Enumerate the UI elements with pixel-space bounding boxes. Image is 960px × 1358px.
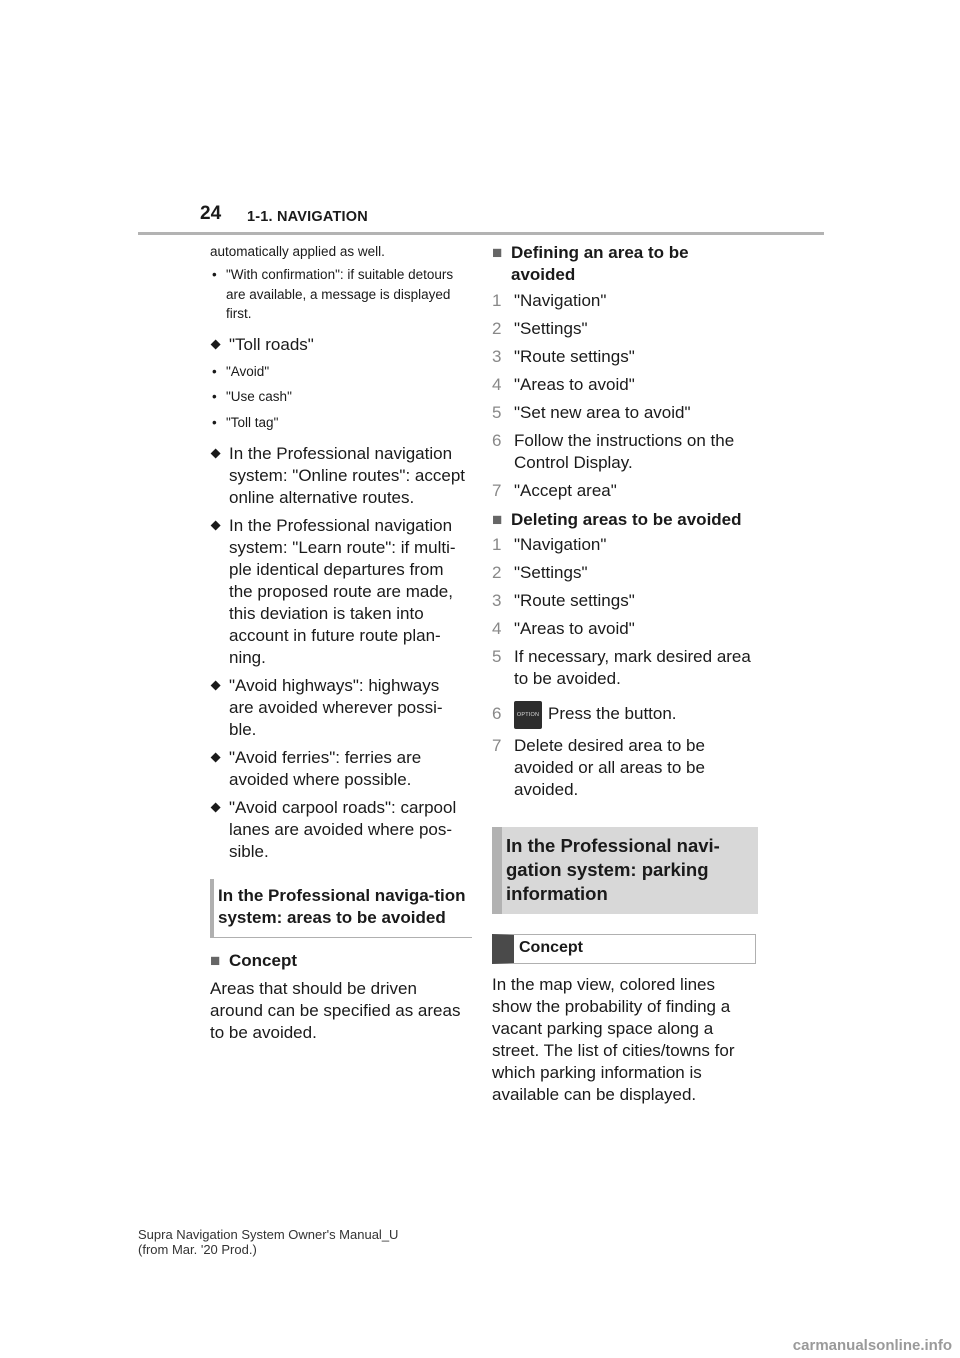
delete-step bbox=[492, 534, 752, 556]
concept-heading-text: Concept bbox=[229, 951, 297, 970]
page-number: 24 bbox=[200, 203, 222, 224]
right-column bbox=[492, 242, 752, 1106]
define-step bbox=[492, 290, 752, 312]
step-number: 3 bbox=[492, 347, 502, 366]
square-bullet-icon: ■ bbox=[492, 510, 503, 529]
define-step bbox=[492, 374, 752, 396]
step-text: "Route settings" bbox=[514, 591, 635, 610]
concept-box: Concept bbox=[492, 934, 756, 964]
step-text: "Navigation" bbox=[514, 291, 607, 310]
step-text: "Accept area" bbox=[514, 481, 617, 500]
toll-roads-text: "Toll roads" bbox=[229, 334, 314, 354]
delete-step-option bbox=[492, 699, 752, 729]
define-step bbox=[492, 346, 752, 368]
delete-area-heading-text: Deleting areas to be avoided bbox=[511, 510, 742, 529]
step-number: 6 bbox=[492, 704, 502, 723]
bullet-icon: ⯁ bbox=[210, 446, 222, 462]
delete-step bbox=[492, 562, 752, 584]
define-step bbox=[492, 318, 752, 340]
delete-area-heading bbox=[492, 509, 752, 531]
delete-step bbox=[492, 735, 752, 801]
concept-heading bbox=[210, 950, 468, 972]
define-step bbox=[492, 430, 752, 474]
bullet-icon: ⯁ bbox=[210, 518, 222, 534]
parking-text: In the map view, colored lines show the probability of finding a vacant parking space along a street. The list of cities/towns for which parking information is available can be displayed. bbox=[492, 975, 735, 1104]
step-text: "Areas to avoid" bbox=[514, 619, 635, 638]
step-number: 4 bbox=[492, 619, 502, 638]
bullet-text: "Avoid ferries": ferries are avoided where possible. bbox=[229, 748, 422, 789]
bullet-avoid-ferries bbox=[210, 747, 468, 791]
section-title: 1-1. NAVIGATION bbox=[247, 209, 368, 225]
step-text: "Navigation" bbox=[514, 535, 607, 554]
step-text: If necessary, mark desired area to be avoided. bbox=[514, 647, 751, 688]
bullet-avoid-highways bbox=[210, 675, 468, 741]
left-column bbox=[210, 242, 468, 1044]
intro-text: automatically applied as well. bbox=[210, 244, 385, 259]
step-number: 2 bbox=[492, 563, 502, 582]
square-bullet-icon: ■ bbox=[492, 243, 503, 262]
footer-line: Supra Navigation System Owner's Manual_U bbox=[138, 1227, 399, 1242]
bullet-avoid-carpool bbox=[210, 797, 468, 863]
step-number: 7 bbox=[492, 736, 502, 755]
delete-step bbox=[492, 646, 752, 690]
step-text: Follow the instructions on the Control Display. bbox=[514, 431, 735, 472]
step-number: 6 bbox=[492, 431, 502, 450]
parking-info-heading-box: In the Professional navi-gation system: parking information bbox=[492, 827, 758, 914]
confirm-sub-item: • "With confirmation": if suitable detours are available, a message is displayed first. bbox=[210, 265, 468, 324]
bullet-online-routes bbox=[210, 443, 468, 509]
bullet-icon: ⯁ bbox=[210, 750, 222, 766]
toll-option: • "Avoid" bbox=[210, 362, 468, 382]
step-text: "Settings" bbox=[514, 319, 588, 338]
define-area-heading bbox=[492, 242, 752, 286]
footer bbox=[138, 1227, 398, 1257]
bullet-icon: ⯁ bbox=[210, 678, 222, 694]
step-number: 1 bbox=[492, 291, 502, 310]
step-number: 4 bbox=[492, 375, 502, 394]
watermark: carmanualsonline.info bbox=[792, 1337, 952, 1354]
step-number: 2 bbox=[492, 319, 502, 338]
bullet-text: In the Professional navigation system: "Online routes": accept online alternative routes. bbox=[229, 444, 465, 507]
step-text: "Areas to avoid" bbox=[514, 375, 635, 394]
square-bullet-icon: ■ bbox=[210, 951, 221, 970]
delete-step bbox=[492, 590, 752, 612]
step-text: "Set new area to avoid" bbox=[514, 403, 691, 422]
delete-step bbox=[492, 618, 752, 640]
toll-option: • "Use cash" bbox=[210, 387, 468, 407]
define-area-heading-text: Defining an area to be avoided bbox=[511, 243, 689, 284]
define-step bbox=[492, 402, 752, 424]
areas-to-avoid-heading-box: In the Professional naviga-tion system: areas to be avoided bbox=[210, 879, 472, 938]
define-step bbox=[492, 480, 752, 502]
step-text: Delete desired area to be avoided or all areas to be avoided. bbox=[514, 736, 705, 799]
bullet-learn-route bbox=[210, 515, 468, 669]
bullet-text: "Avoid carpool roads": carpool lanes are avoided where pos-sible. bbox=[229, 798, 457, 861]
step-number: 3 bbox=[492, 591, 502, 610]
step-text: Press the button. bbox=[548, 704, 677, 723]
option-button-icon: OPTION bbox=[514, 701, 542, 729]
step-number: 5 bbox=[492, 647, 502, 666]
header-divider bbox=[138, 232, 824, 235]
bullet-text: In the Professional navigation system: "Learn route": if multi-ple identical departures from the proposed route are made, this deviation is taken into account in future route plan-ning. bbox=[229, 516, 456, 667]
bullet-icon: ⯁ bbox=[210, 336, 222, 353]
step-text: "Route settings" bbox=[514, 347, 635, 366]
step-number: 5 bbox=[492, 403, 502, 422]
footer-line: (from Mar. '20 Prod.) bbox=[138, 1242, 257, 1257]
step-number: 7 bbox=[492, 481, 502, 500]
bullet-toll-roads bbox=[210, 334, 468, 356]
step-number: 1 bbox=[492, 535, 502, 554]
step-text: "Settings" bbox=[514, 563, 588, 582]
toll-option: • "Toll tag" bbox=[210, 413, 468, 433]
bullet-icon: ⯁ bbox=[210, 800, 222, 816]
bullet-text: "Avoid highways": highways are avoided wherever possi-ble. bbox=[229, 676, 443, 739]
concept-text: Areas that should be driven around can be specified as areas to be avoided. bbox=[210, 979, 461, 1042]
